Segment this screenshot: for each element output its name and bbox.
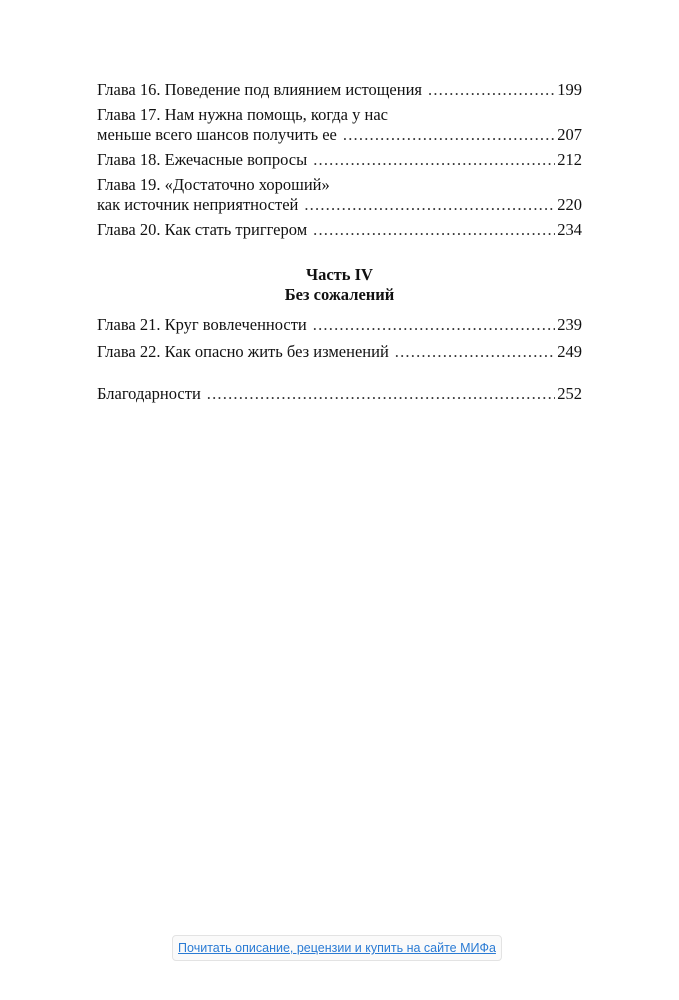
toc-entry-title-line2: как источник неприятностей	[97, 195, 299, 214]
toc-entry-title: Глава 20. Как стать триггером	[97, 220, 308, 239]
toc-entry-page: 249	[557, 342, 582, 361]
toc-entry-chapter-17	[97, 105, 582, 145]
toc-leader-dots	[304, 195, 555, 215]
toc-entry-page: 234	[557, 220, 582, 239]
toc-entry-chapter-16	[97, 80, 582, 100]
toc-block-part4	[97, 315, 582, 362]
toc-entry-title-line1: Глава 19. «Достаточно хороший»	[97, 175, 330, 194]
toc-entry-title: Глава 18. Ежечасные вопросы	[97, 150, 308, 169]
toc-entry-page: 239	[557, 315, 582, 334]
toc-entry-chapter-22	[97, 342, 582, 362]
toc-leader-dots	[313, 150, 555, 170]
toc-entry-page: 212	[557, 150, 582, 169]
toc-entry-page: 207	[557, 125, 582, 144]
toc-entry-chapter-19	[97, 175, 582, 215]
toc-leader-dots	[313, 315, 555, 335]
toc-entry-title: Благодарности	[97, 384, 201, 403]
toc-block-top	[97, 80, 582, 240]
part-title: Без сожалений	[284, 285, 395, 304]
toc-block-end	[97, 384, 582, 404]
part-heading	[97, 265, 582, 305]
toc-entry-title: Глава 16. Поведение под влиянием истощения	[97, 80, 422, 99]
publisher-site-link[interactable]: Почитать описание, рецензии и купить на сайте МИФа	[172, 935, 502, 961]
toc-leader-dots	[395, 342, 555, 362]
toc-leader-dots	[343, 125, 555, 145]
toc-entry-title: Глава 21. Круг вовлеченности	[97, 315, 307, 334]
toc-entry-acknowledgements	[97, 384, 582, 404]
part-label: Часть IV	[306, 265, 373, 284]
toc-leader-dots	[428, 80, 555, 100]
toc-entry-title-line2: меньше всего шансов получить ее	[97, 125, 337, 144]
toc-entry-chapter-20	[97, 220, 582, 240]
toc-entry-page: 220	[557, 195, 582, 214]
toc-leader-dots	[313, 220, 555, 240]
toc-entry-page: 252	[557, 384, 582, 403]
toc-entry-title: Глава 22. Как опасно жить без изменений	[97, 342, 389, 361]
toc-entry-chapter-18	[97, 150, 582, 170]
toc-entry-chapter-21	[97, 315, 582, 335]
toc-leader-dots	[207, 384, 555, 404]
toc-entry-page: 199	[557, 80, 582, 99]
toc-entry-title-line1: Глава 17. Нам нужна помощь, когда у нас	[97, 105, 388, 124]
